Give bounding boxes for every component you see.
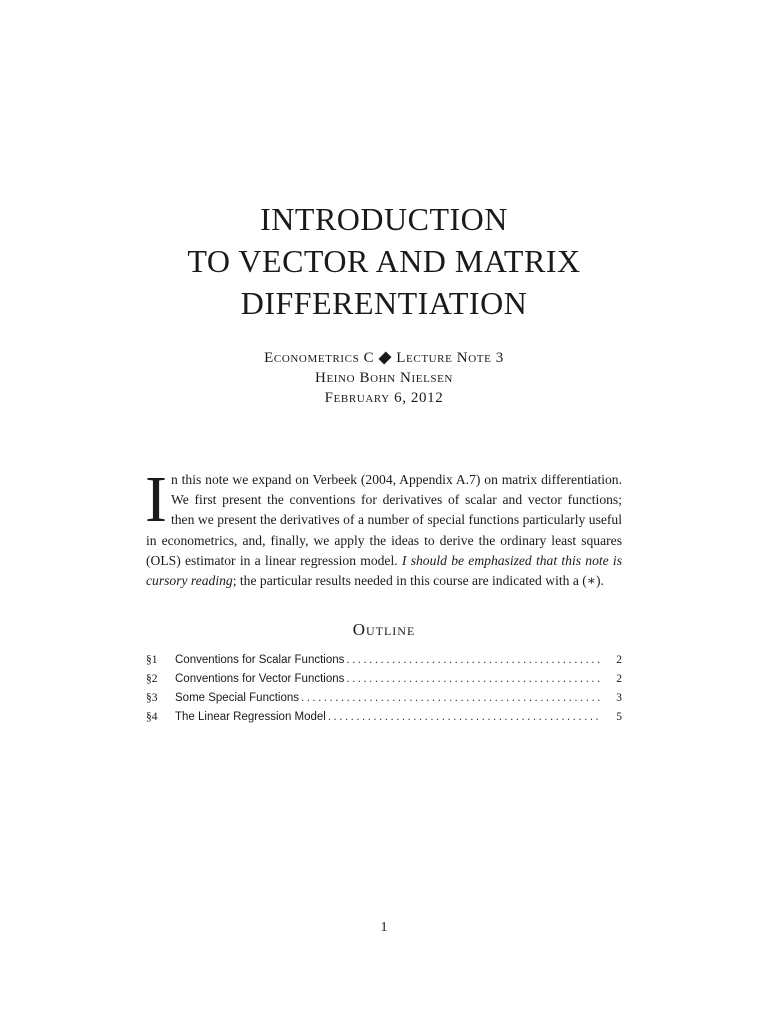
toc-page-number: 2 <box>616 654 622 666</box>
toc-item-4[interactable] <box>146 711 622 730</box>
title-line-1: INTRODUCTION <box>260 201 508 237</box>
toc-item-2[interactable] <box>146 673 622 692</box>
author-name: Heino Bohn Nielsen <box>315 370 453 386</box>
toc-page-number: 5 <box>616 711 622 723</box>
toc-section-title: Some Special Functions <box>175 692 300 704</box>
toc-section-number: §2 <box>146 673 158 685</box>
toc-page-number: 3 <box>616 692 622 704</box>
abstract-paragraph <box>145 463 623 591</box>
course-name: Econometrics C <box>264 350 375 366</box>
document-date: February 6, 2012 <box>324 390 444 406</box>
outline-heading: Outline <box>352 620 416 639</box>
toc-section-number: §1 <box>146 654 158 666</box>
toc-section-title: Conventions for Scalar Functions <box>175 654 345 666</box>
drop-cap: I <box>145 463 167 536</box>
title-line-2: TO VECTOR AND MATRIX <box>187 243 581 279</box>
toc-section-title: The Linear Regression Model <box>175 711 326 723</box>
toc-section-number: §4 <box>146 711 158 723</box>
table-of-contents <box>146 654 622 730</box>
abstract-emphasis: I should be emphasized that this note is cursory reading <box>146 552 623 589</box>
toc-leader-dots <box>346 673 600 685</box>
title-line-3: DIFFERENTIATION <box>240 285 528 321</box>
toc-item-1[interactable] <box>146 654 622 673</box>
document-meta <box>0 348 768 408</box>
page-number: 1 <box>380 920 388 935</box>
course-line <box>0 348 768 368</box>
document-title <box>0 198 768 324</box>
toc-leader-dots <box>346 654 600 666</box>
abstract-text-2: ; the particular results needed in this course are indicated with a (∗). <box>232 573 604 589</box>
toc-leader-dots <box>301 692 600 704</box>
diamond-icon <box>379 352 392 365</box>
toc-page-number: 2 <box>616 673 622 685</box>
abstract-text-1: n this note we expand on Verbeek (2004, Appendix A.7) on matrix differentiation. We first present the conventions for derivatives of scalar and vector functions; then we present the derivatives of a number of special functions particularly useful in econometrics, and, finally, we apply the ideas to derive the ordinary least squares (OLS) estimator in a linear regression model. <box>146 472 622 568</box>
toc-section-number: §3 <box>146 692 158 704</box>
toc-leader-dots <box>328 711 600 723</box>
lecture-label: Lecture Note 3 <box>396 350 504 366</box>
toc-section-title: Conventions for Vector Functions <box>175 673 345 685</box>
toc-item-3[interactable] <box>146 692 622 711</box>
